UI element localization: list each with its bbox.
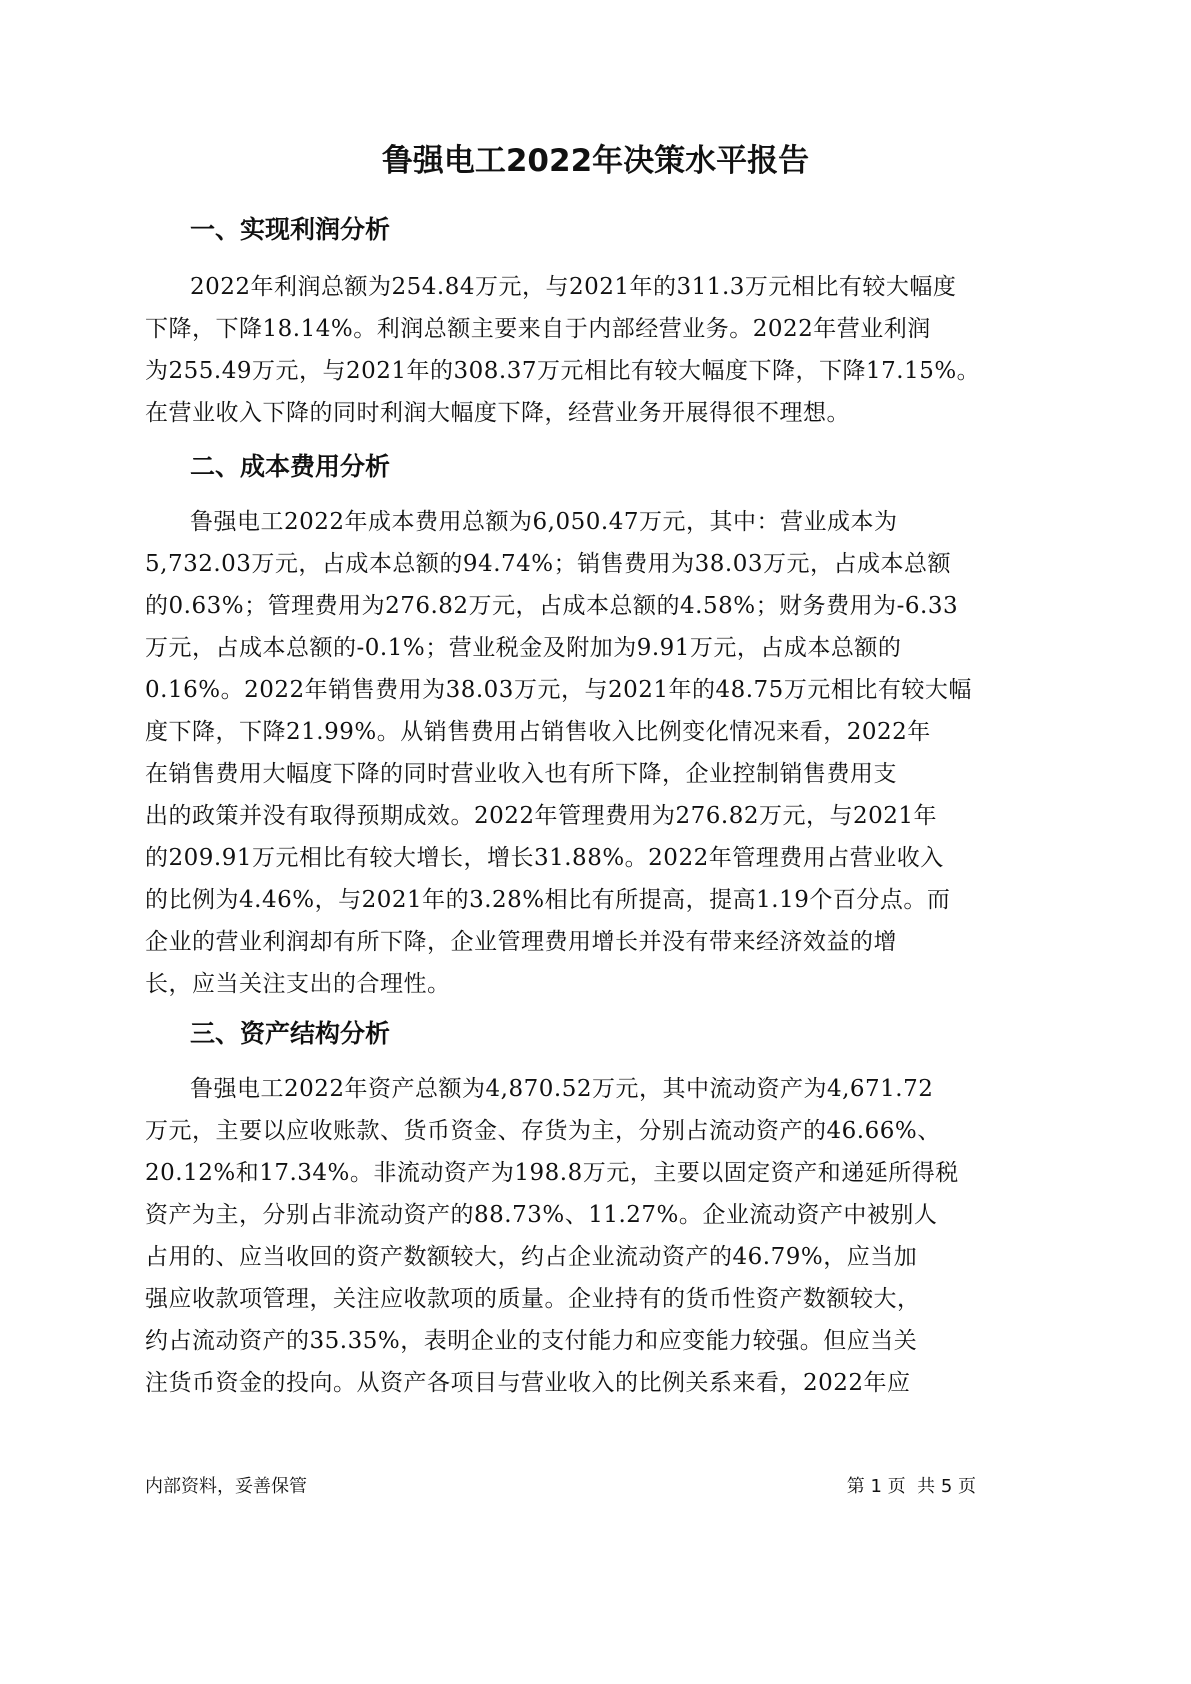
paragraph-line: 2022年利润总额为254.84万元，与2021年的311.3万元相比有较大幅度: [190, 274, 957, 300]
paragraph-line: 的0.63%；管理费用为276.82万元，占成本总额的4.58%；财务费用为-6.33: [145, 593, 959, 619]
paragraph-line: 为255.49万元，与2021年的308.37万元相比有较大幅度下降，下降17.15%。: [145, 358, 981, 384]
paragraph-line: 占用的、应当收回的资产数额较大，约占企业流动资产的46.79%，应当加: [145, 1244, 918, 1270]
paragraph-line: 在营业收入下降的同时利润大幅度下降，经营业务开展得很不理想。: [145, 400, 850, 426]
paragraph-line: 的比例为4.46%，与2021年的3.28%相比有所提高，提高1.19个百分点。而: [145, 887, 951, 913]
paragraph-line: 企业的营业利润却有所下降，企业管理费用增长并没有带来经济效益的增: [145, 929, 897, 955]
paragraph-line: 长，应当关注支出的合理性。: [145, 971, 451, 997]
paragraph-line: 约占流动资产的35.35%，表明企业的支付能力和应变能力较强。但应当关: [145, 1328, 918, 1354]
paragraph-line: 万元，主要以应收账款、货币资金、存货为主，分别占流动资产的46.66%、: [145, 1118, 941, 1144]
paragraph-line: 强应收款项管理，关注应收款项的质量。企业持有的货币性资产数额较大，: [145, 1286, 921, 1312]
section-heading: 三、资产结构分析: [190, 1019, 391, 1048]
paragraph-line: 鲁强电工2022年资产总额为4,870.52万元，其中流动资产为4,671.72: [190, 1076, 934, 1102]
footer-confidential-note: 内部资料，妥善保管: [145, 1476, 307, 1497]
footer-page-number: 第 1 页 共 5 页: [846, 1476, 976, 1497]
paragraph-line: 度下降，下降21.99%。从销售费用占销售收入比例变化情况来看，2022年: [145, 719, 931, 745]
paragraph-line: 万元，占成本总额的-0.1%；营业税金及附加为9.91万元，占成本总额的: [145, 635, 902, 661]
paragraph-line: 20.12%和17.34%。非流动资产为198.8万元，主要以固定资产和递延所得税: [145, 1160, 959, 1186]
section-paragraph: [145, 266, 995, 434]
section-heading: 一、实现利润分析: [190, 215, 391, 244]
paragraph-line: 的209.91万元相比有较大增长，增长31.88%。2022年管理费用占营业收入: [145, 845, 944, 871]
paragraph-line: 出的政策并没有取得预期成效。2022年管理费用为276.82万元，与2021年: [145, 803, 938, 829]
paragraph-line: 在销售费用大幅度下降的同时营业收入也有所下降，企业控制销售费用支: [145, 761, 897, 787]
paragraph-line: 鲁强电工2022年成本费用总额为6,050.47万元，其中：营业成本为: [190, 509, 898, 535]
section-paragraph: [145, 501, 995, 1005]
paragraph-line: 0.16%。2022年销售费用为38.03万元，与2021年的48.75万元相比有较大幅: [145, 677, 972, 703]
paragraph-line: 下降，下降18.14%。利润总额主要来自于内部经营业务。2022年营业利润: [145, 316, 931, 342]
section-paragraph: [145, 1068, 995, 1404]
paragraph-line: 资产为主，分别占非流动资产的88.73%、11.27%。企业流动资产中被别人: [145, 1202, 938, 1228]
paragraph-line: 注货币资金的投向。从资产各项目与营业收入的比例关系来看，2022年应: [145, 1370, 911, 1396]
section-heading: 二、成本费用分析: [190, 452, 391, 481]
paragraph-line: 5,732.03万元，占成本总额的94.74%；销售费用为38.03万元，占成本总额: [145, 551, 951, 577]
document-title: 鲁强电工2022年决策水平报告: [381, 143, 810, 179]
